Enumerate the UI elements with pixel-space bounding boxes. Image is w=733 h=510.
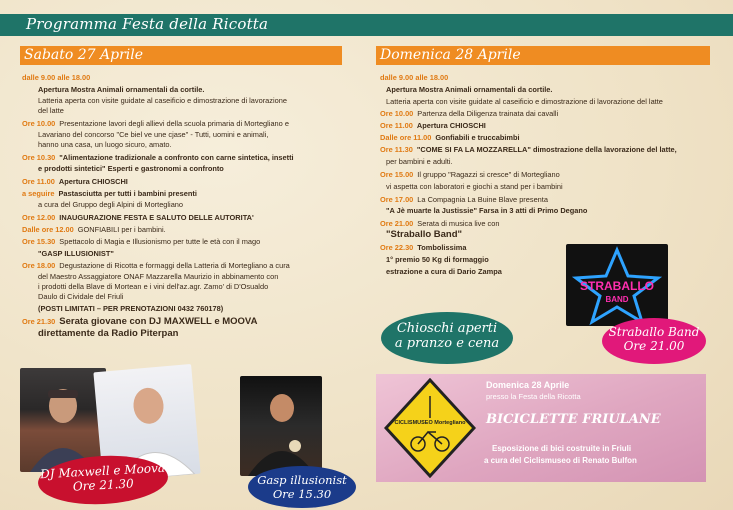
schedule-line	[380, 206, 587, 216]
schedule-text: La Compagnia La Buine Blave presenta	[417, 195, 548, 204]
schedule-text: Serata di musica live con	[417, 219, 500, 228]
schedule-text: Apertura CHIOSCHI	[416, 121, 486, 130]
schedule-text: Latteria aperta con visite guidate al caseificio e dimostrazione di lavorazione	[38, 96, 287, 105]
schedule-time: dalle 9.00 alle 18.00	[22, 73, 91, 82]
schedule-time: Ore 10.00	[22, 119, 56, 128]
chioschi-badge	[381, 312, 513, 364]
schedule-text: e prodotti sintetici" Esperti e gastronomi a confronto	[38, 164, 224, 173]
schedule-line	[380, 85, 552, 95]
sign-text: CICLISMUSEO Mortegliano	[394, 420, 466, 426]
straballo-logo-text: STRABALLO	[580, 279, 654, 293]
schedule-text: GONFIABILI per i bambini.	[77, 225, 166, 234]
bike-promo-banner	[376, 374, 706, 482]
sunday-header: Domenica 28 Aprile	[376, 46, 710, 65]
schedule-line	[22, 237, 260, 247]
schedule-line	[380, 73, 448, 83]
schedule-line	[380, 97, 663, 107]
schedule-text: hanno una casa, un luogo sicuro, amato.	[38, 140, 172, 149]
schedule-text: i prodotti della Blave di Mortean e i vini dell'az.agr. Zamo' di D'Osualdo	[38, 282, 269, 291]
schedule-text: per bambini e adulti.	[386, 157, 453, 166]
straballo-badge-time: Ore 21.00	[623, 339, 685, 353]
schedule-text: Spettacolo di Magia e Illusionismo per tutte le età con il mago	[59, 237, 261, 246]
schedule-line	[380, 255, 489, 265]
schedule-line	[22, 304, 223, 314]
schedule-line	[22, 329, 178, 339]
schedule-time: Ore 11.00	[22, 177, 55, 186]
schedule-line	[22, 73, 90, 83]
schedule-text: vi aspetta con laboratori e giochi a stand per i bambini	[386, 182, 563, 191]
promo-date: Domenica 28 Aprile	[486, 380, 570, 390]
schedule-line	[380, 230, 462, 240]
schedule-line	[380, 133, 520, 143]
schedule-text: "Straballo Band"	[386, 229, 463, 240]
schedule-time: dalle 9.00 alle 18.00	[380, 73, 449, 82]
schedule-line	[22, 200, 183, 210]
schedule-line	[22, 164, 224, 174]
schedule-text: del Maestro Assaggiatore ONAF Mazzarella Maurizio in abbinamento con	[38, 272, 279, 281]
schedule-time: Ore 12.00	[22, 213, 56, 222]
schedule-line	[22, 106, 64, 116]
dj-badge-name: DJ Maxwell e Moova	[39, 460, 166, 482]
schedule-line	[22, 282, 268, 292]
schedule-time: Ore 15.00	[380, 170, 414, 179]
saturday-schedule	[22, 73, 352, 373]
schedule-line	[22, 189, 197, 199]
schedule-text: Apertura CHIOSCHI	[58, 177, 128, 186]
schedule-time: Ore 21.30	[22, 317, 56, 326]
schedule-time: Ore 17.00	[380, 195, 414, 204]
chioschi-line1: Chioschi aperti	[396, 321, 498, 336]
gasp-badge	[248, 466, 356, 508]
promo-desc2: a cura del Ciclismuseo di Renato Bulfon	[484, 456, 637, 465]
schedule-line	[380, 145, 677, 155]
schedule-text: "Alimentazione tradizionale a confronto con carne sintetica, insetti	[59, 153, 294, 162]
schedule-line	[22, 272, 278, 282]
schedule-text: direttamente da Radio Piterpan	[38, 328, 179, 339]
schedule-text: Daulo di Cividale del Friuli	[38, 292, 124, 301]
straballo-logo	[566, 244, 668, 326]
gasp-badge-name: Gasp illusionist	[257, 473, 347, 487]
schedule-text: "GASP ILLUSIONIST"	[38, 249, 114, 258]
schedule-time: Ore 11.30	[380, 145, 413, 154]
promo-title: BICICLETTE FRIULANE	[486, 412, 661, 427]
schedule-text: Serata giovane con DJ MAXWELL e MOOVA	[59, 316, 258, 327]
schedule-text: Gonfiabili e truccabimbi	[435, 133, 520, 142]
star-icon	[566, 244, 668, 326]
schedule-text: a cura del Gruppo degli Alpini di Mortegliano	[38, 200, 184, 209]
schedule-line	[22, 153, 294, 163]
schedule-line	[22, 249, 114, 259]
schedule-text: Apertura Mostra Animali ornamentali da cortile.	[386, 85, 553, 94]
schedule-line	[22, 96, 287, 106]
schedule-time: Dalle ore 11.00	[380, 133, 432, 142]
chioschi-line2: a pranzo e cena	[394, 336, 500, 351]
schedule-line	[380, 157, 453, 167]
promo-place: presso la Festa della Ricotta	[486, 392, 581, 401]
schedule-line	[380, 109, 558, 119]
saturday-header: Sabato 27 Aprile	[20, 46, 342, 65]
schedule-time: Ore 10.30	[22, 153, 56, 162]
schedule-text: (POSTI LIMITATI – PER PRENOTAZIONI 0432 760178)	[38, 304, 224, 313]
schedule-line	[22, 317, 257, 327]
schedule-line	[380, 243, 466, 253]
schedule-line	[22, 119, 289, 129]
person-silhouette-icon	[240, 376, 322, 476]
promo-desc1: Esposizione di bici costruite in Friuli	[492, 444, 632, 453]
schedule-line	[380, 121, 486, 131]
schedule-line	[22, 140, 172, 150]
schedule-text: Lavariano del concorso "Ce biel ve une cjase" - Tutti, uomini e animali,	[38, 130, 269, 139]
schedule-line	[22, 213, 254, 223]
schedule-line	[380, 267, 502, 277]
schedule-time: Dalle ore 12.00	[22, 225, 74, 234]
schedule-text: Latteria aperta con visite guidate al caseificio e dimostrazione di lavorazione del latte	[386, 97, 663, 106]
dj-badge-time: Ore 21.30	[72, 476, 135, 494]
schedule-text: Presentazione lavori degli allievi della scuola primaria di Mortegliano e	[59, 119, 289, 128]
schedule-line	[22, 225, 166, 235]
schedule-line	[22, 261, 290, 271]
schedule-text: Partenza della Diligenza trainata dai cavalli	[417, 109, 559, 118]
schedule-text: 1° premio 50 Kg di formaggio	[386, 255, 489, 264]
gasp-badge-time: Ore 15.30	[272, 487, 332, 501]
straballo-badge-name: Straballo Band	[608, 325, 700, 339]
schedule-line	[380, 219, 499, 229]
schedule-line	[22, 292, 123, 302]
schedule-time: Ore 21.00	[380, 219, 414, 228]
schedule-text: "COME SI FA LA MOZZARELLA" dimostrazione della lavorazione del latte,	[416, 145, 677, 154]
schedule-time: Ore 22.30	[380, 243, 414, 252]
schedule-text: Pastasciutta per tutti i bambini presenti	[58, 189, 197, 198]
gasp-illusionist-photo	[240, 376, 322, 476]
schedule-time: Ore 15.30	[22, 237, 56, 246]
schedule-line	[22, 177, 128, 187]
schedule-time: Ore 18.00	[22, 261, 56, 270]
schedule-text: INAUGURAZIONE FESTA E SALUTO DELLE AUTORITA'	[59, 213, 254, 222]
schedule-line	[380, 195, 548, 205]
schedule-text: Degustazione di Ricotta e formaggi della Latteria di Mortegliano a cura	[59, 261, 290, 270]
schedule-line	[22, 85, 204, 95]
sunday-schedule	[380, 73, 720, 276]
schedule-text: del latte	[38, 106, 64, 115]
schedule-time: Ore 10.00	[380, 109, 414, 118]
page-title: Programma Festa della Ricotta	[26, 15, 269, 33]
schedule-time: a seguire	[22, 189, 55, 198]
schedule-text: Il gruppo "Ragazzi si cresce" di Mortegliano	[417, 170, 560, 179]
ciclismuseo-sign-icon	[384, 378, 476, 478]
straballo-badge	[602, 318, 706, 364]
straballo-logo-subtext: BAND	[605, 295, 629, 304]
schedule-text: "A Jè muarte la Justissie" Farsa in 3 atti di Primo Degano	[386, 206, 588, 215]
schedule-time: Ore 11.00	[380, 121, 413, 130]
schedule-text: estrazione a cura di Dario Zampa	[386, 267, 502, 276]
schedule-text: Apertura Mostra Animali ornamentali da cortile.	[38, 85, 205, 94]
schedule-line	[380, 182, 563, 192]
schedule-text: Tombolissima	[417, 243, 467, 252]
schedule-line	[380, 170, 560, 180]
schedule-line	[22, 130, 268, 140]
